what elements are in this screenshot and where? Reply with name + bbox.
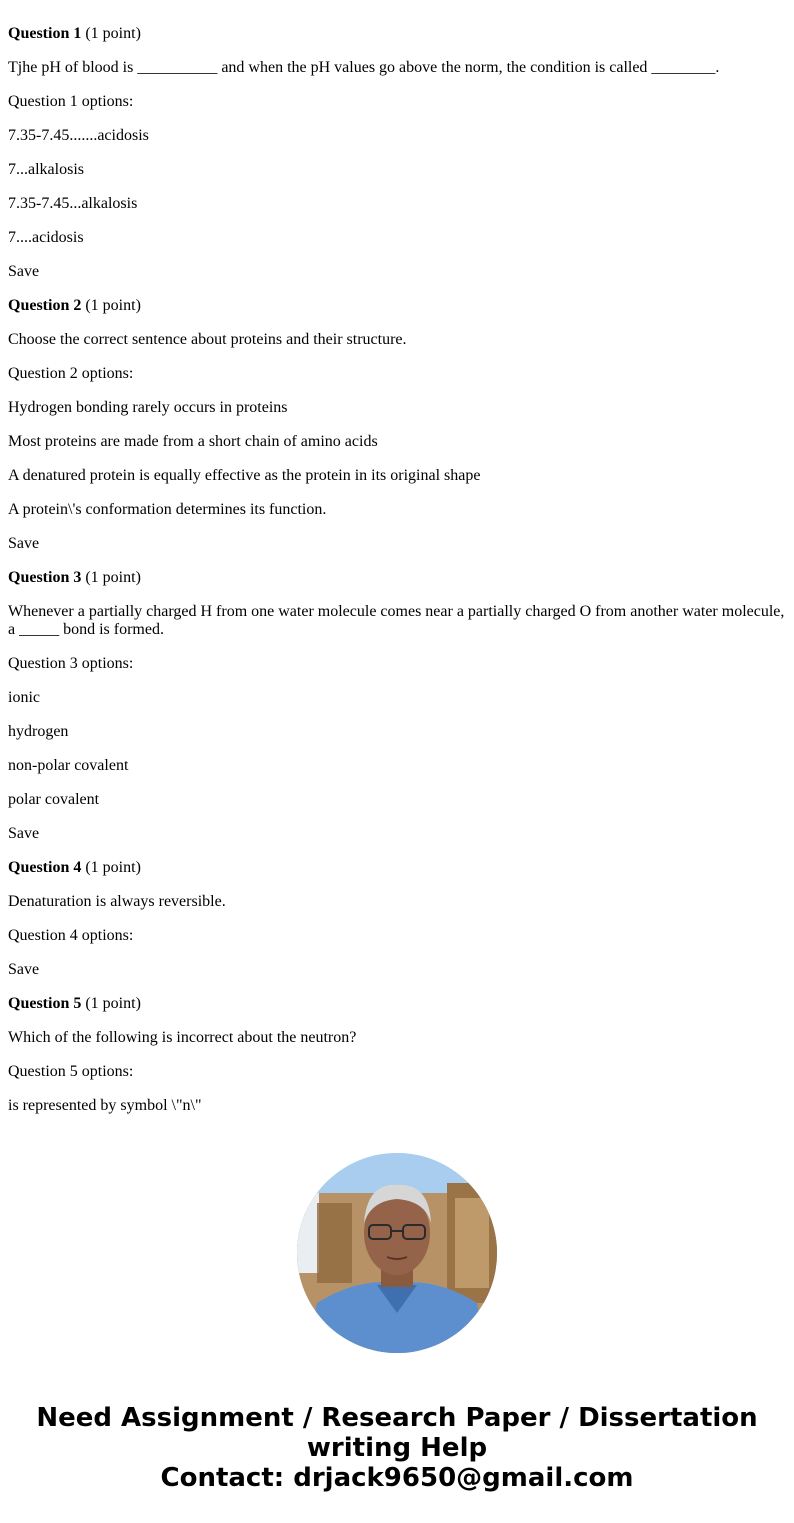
question-5-points: (1 point) [85, 995, 141, 1012]
question-2-title: Question 2 [8, 297, 82, 314]
question-4-options-label: Question 4 options: [8, 927, 134, 944]
promo-line-2: writing Help [306, 1433, 488, 1463]
question-1-points: (1 point) [85, 25, 141, 42]
question-1-title: Question 1 [8, 25, 82, 42]
promo-banner [0, 1403, 794, 1493]
question-1-option-1[interactable]: 7.35-7.45.......acidosis [8, 127, 149, 144]
question-1-header [8, 25, 786, 43]
question-3-text: Whenever a partially charged H from one water molecule comes near a partially charged O from another water molecule, a _____ bond is formed. [8, 603, 785, 638]
question-2-text: Choose the correct sentence about proteins and their structure. [8, 331, 407, 348]
question-3-title: Question 3 [8, 569, 82, 586]
question-2-header [8, 297, 786, 315]
author-portrait-image [297, 1153, 497, 1353]
question-4-title: Question 4 [8, 859, 82, 876]
question-2-save-button[interactable]: Save [8, 535, 40, 552]
question-1-option-4[interactable]: 7....acidosis [8, 229, 84, 246]
question-4-text: Denaturation is always reversible. [8, 893, 226, 910]
question-1-option-2[interactable]: 7...alkalosis [8, 161, 84, 178]
question-1-save-button[interactable]: Save [8, 263, 40, 280]
question-2-option-4[interactable]: A protein\'s conformation determines its function. [8, 501, 327, 518]
question-1-options-label: Question 1 options: [8, 93, 134, 110]
question-5-text: Which of the following is incorrect about the neutron? [8, 1029, 357, 1046]
question-3-points: (1 point) [85, 569, 141, 586]
question-3-options-label: Question 3 options: [8, 655, 134, 672]
question-5-title: Question 5 [8, 995, 82, 1012]
question-1-text: Tjhe pH of blood is __________ and when the pH values go above the norm, the condition is called ________. [8, 59, 720, 76]
question-3-header [8, 569, 786, 587]
question-3-option-3[interactable]: non-polar covalent [8, 757, 129, 774]
quiz-content [8, 25, 786, 1131]
promo-line-1: Need Assignment / Research Paper / Dissertation [36, 1403, 758, 1433]
question-2-points: (1 point) [85, 297, 141, 314]
question-2-options-label: Question 2 options: [8, 365, 134, 382]
question-3-option-2[interactable]: hydrogen [8, 723, 69, 740]
question-2-option-2[interactable]: Most proteins are made from a short chain of amino acids [8, 433, 378, 450]
question-3-option-4[interactable]: polar covalent [8, 791, 100, 808]
author-avatar [297, 1153, 497, 1353]
question-4-points: (1 point) [85, 859, 141, 876]
question-4-header [8, 859, 786, 877]
question-5-options-label: Question 5 options: [8, 1063, 134, 1080]
question-1-option-3[interactable]: 7.35-7.45...alkalosis [8, 195, 138, 212]
question-3-option-1[interactable]: ionic [8, 689, 40, 706]
question-2-option-1[interactable]: Hydrogen bonding rarely occurs in proteins [8, 399, 288, 416]
question-5-header [8, 995, 786, 1013]
question-3-save-button[interactable]: Save [8, 825, 40, 842]
question-4-save-button[interactable]: Save [8, 961, 40, 978]
promo-contact: Contact: drjack9650@gmail.com [160, 1463, 634, 1493]
question-2-option-3[interactable]: A denatured protein is equally effective as the protein in its original shape [8, 467, 481, 484]
question-5-option-1[interactable]: is represented by symbol \"n\" [8, 1097, 202, 1114]
